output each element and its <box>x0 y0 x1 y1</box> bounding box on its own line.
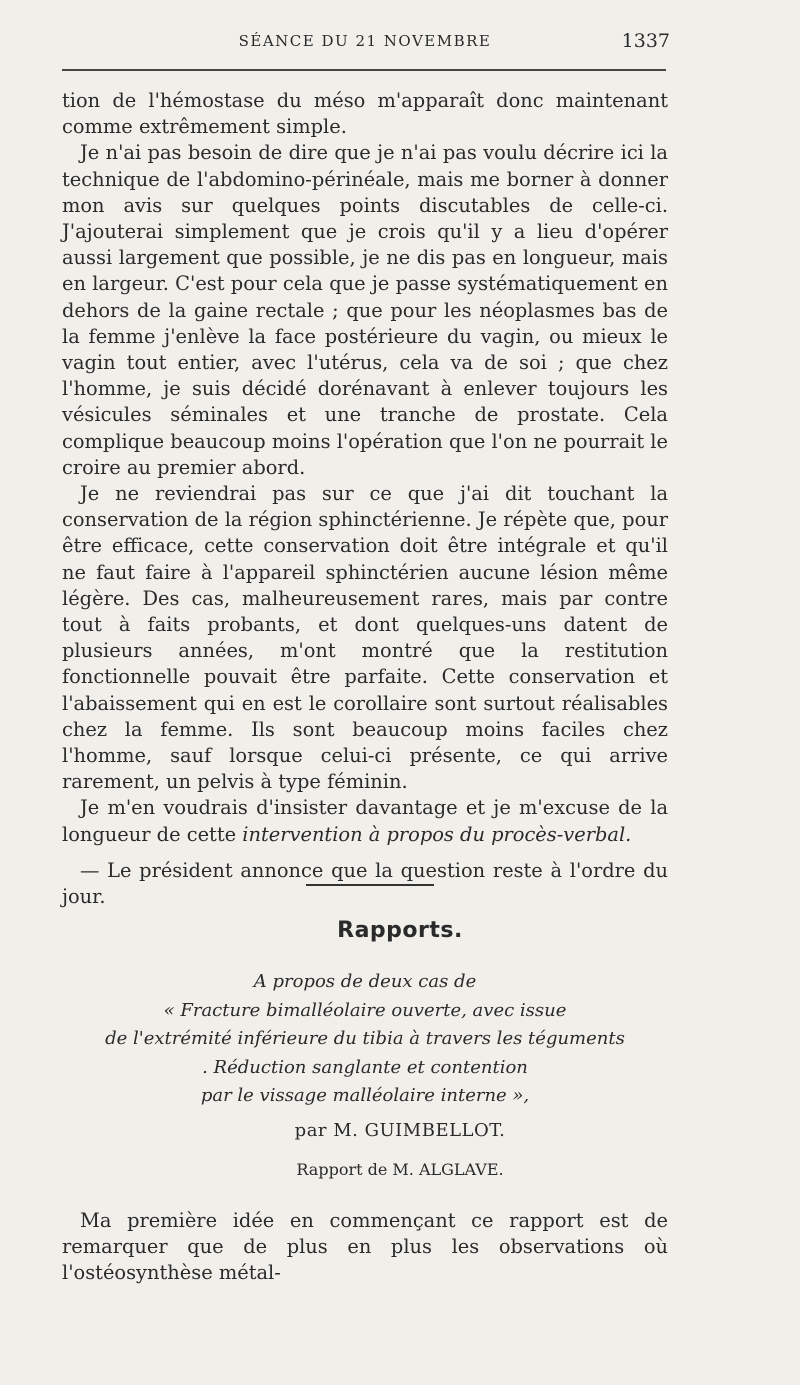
closing-paragraph: Ma première idée en commençant ce rapport est de remarquer que de plus en plus les observations où l'ostéosynthèse métal- <box>62 1209 668 1285</box>
paragraph-3: Je ne reviendrai pas sur ce que j'ai dit touchant la conservation de la région sphinctérienne. Je répète que, pour être efficace, cette conservation doit être intégrale et qu'il ne faut faire à l'appareil sphinctérien aucune lésion même légère. Des cas, malheureusement rares, mais par contre tout à faits probants, et dont quelques-uns datent de plusieurs années, m'ont montré que la restitution fonctionnelle pouvait être parfaite. Cette conservation et l'abaissement qui en est le corollaire sont surtout réalisables chez la femme. Ils sont beaucoup moins faciles chez l'homme, sauf lorsque celui-ci présente, ce qui arrive rarement, un pelvis à type féminin. <box>62 482 668 794</box>
section-title: Rapports. <box>337 918 463 943</box>
closing-text <box>62 1208 668 1287</box>
paragraph-1: tion de l'hémostase du méso m'apparaît donc maintenant comme extrêmement simple. <box>62 89 668 139</box>
paragraph-2: Je n'ai pas besoin de dire que je n'ai pas voulu décrire ici la technique de l'abdomino-périnéale, mais me borner à donner mon avis sur quelques points discutables de celle-ci. J'ajouterai simplement que je crois qu'il y a lieu d'opérer aussi largement que possible, je ne dis pas en longueur, mais en largeur. C'est pour cela que je passe systématiquement en dehors de la gaine rectale ; que pour les néoplasmes bas de la femme j'enlève la face postérieure du vagin, ou mieux le vagin tout entier, avec l'utérus, cela va de soi ; que chez l'homme, je suis décidé dorénavant à enlever toujours les vésicules séminales et une tranche de prostate. Cela complique beaucoup moins l'opération que l'on ne pourrait le croire au premier abord. <box>62 141 668 479</box>
section-rule <box>306 884 434 886</box>
page-number: 1337 <box>621 30 670 52</box>
subtitle-line-5: par le vissage malléolaire interne », <box>200 1085 530 1106</box>
report-subtitle <box>62 968 668 1111</box>
subtitle-line-1: A propos de deux cas de <box>253 971 477 992</box>
subtitle-line-3: de l'extrémité inférieure du tibia à travers les téguments <box>105 1028 625 1049</box>
announcement: — Le président annonce que la question reste à l'ordre du jour. <box>62 858 668 909</box>
report-author: par M. GUIMBELLOT. <box>294 1120 506 1141</box>
report-reporter: Rapport de M. ALGLAVE. <box>296 1160 504 1179</box>
header-rule <box>62 69 666 71</box>
running-head: SÉANCE DU 21 NOVEMBRE <box>238 32 492 50</box>
paragraph-4-italic: intervention à propos du procès-verbal. <box>242 822 632 846</box>
subtitle-line-4: . Réduction sanglante et contention <box>202 1056 528 1078</box>
subtitle-line-2: « Fracture bimalléolaire ouverte, avec issue <box>163 999 567 1021</box>
page-header <box>60 28 670 58</box>
paragraph-4-text: Je m'en voudrais d'insister davantage et je m'excuse de la longueur de cette <box>62 796 668 846</box>
main-text <box>62 88 668 910</box>
paragraph-4 <box>62 795 668 847</box>
